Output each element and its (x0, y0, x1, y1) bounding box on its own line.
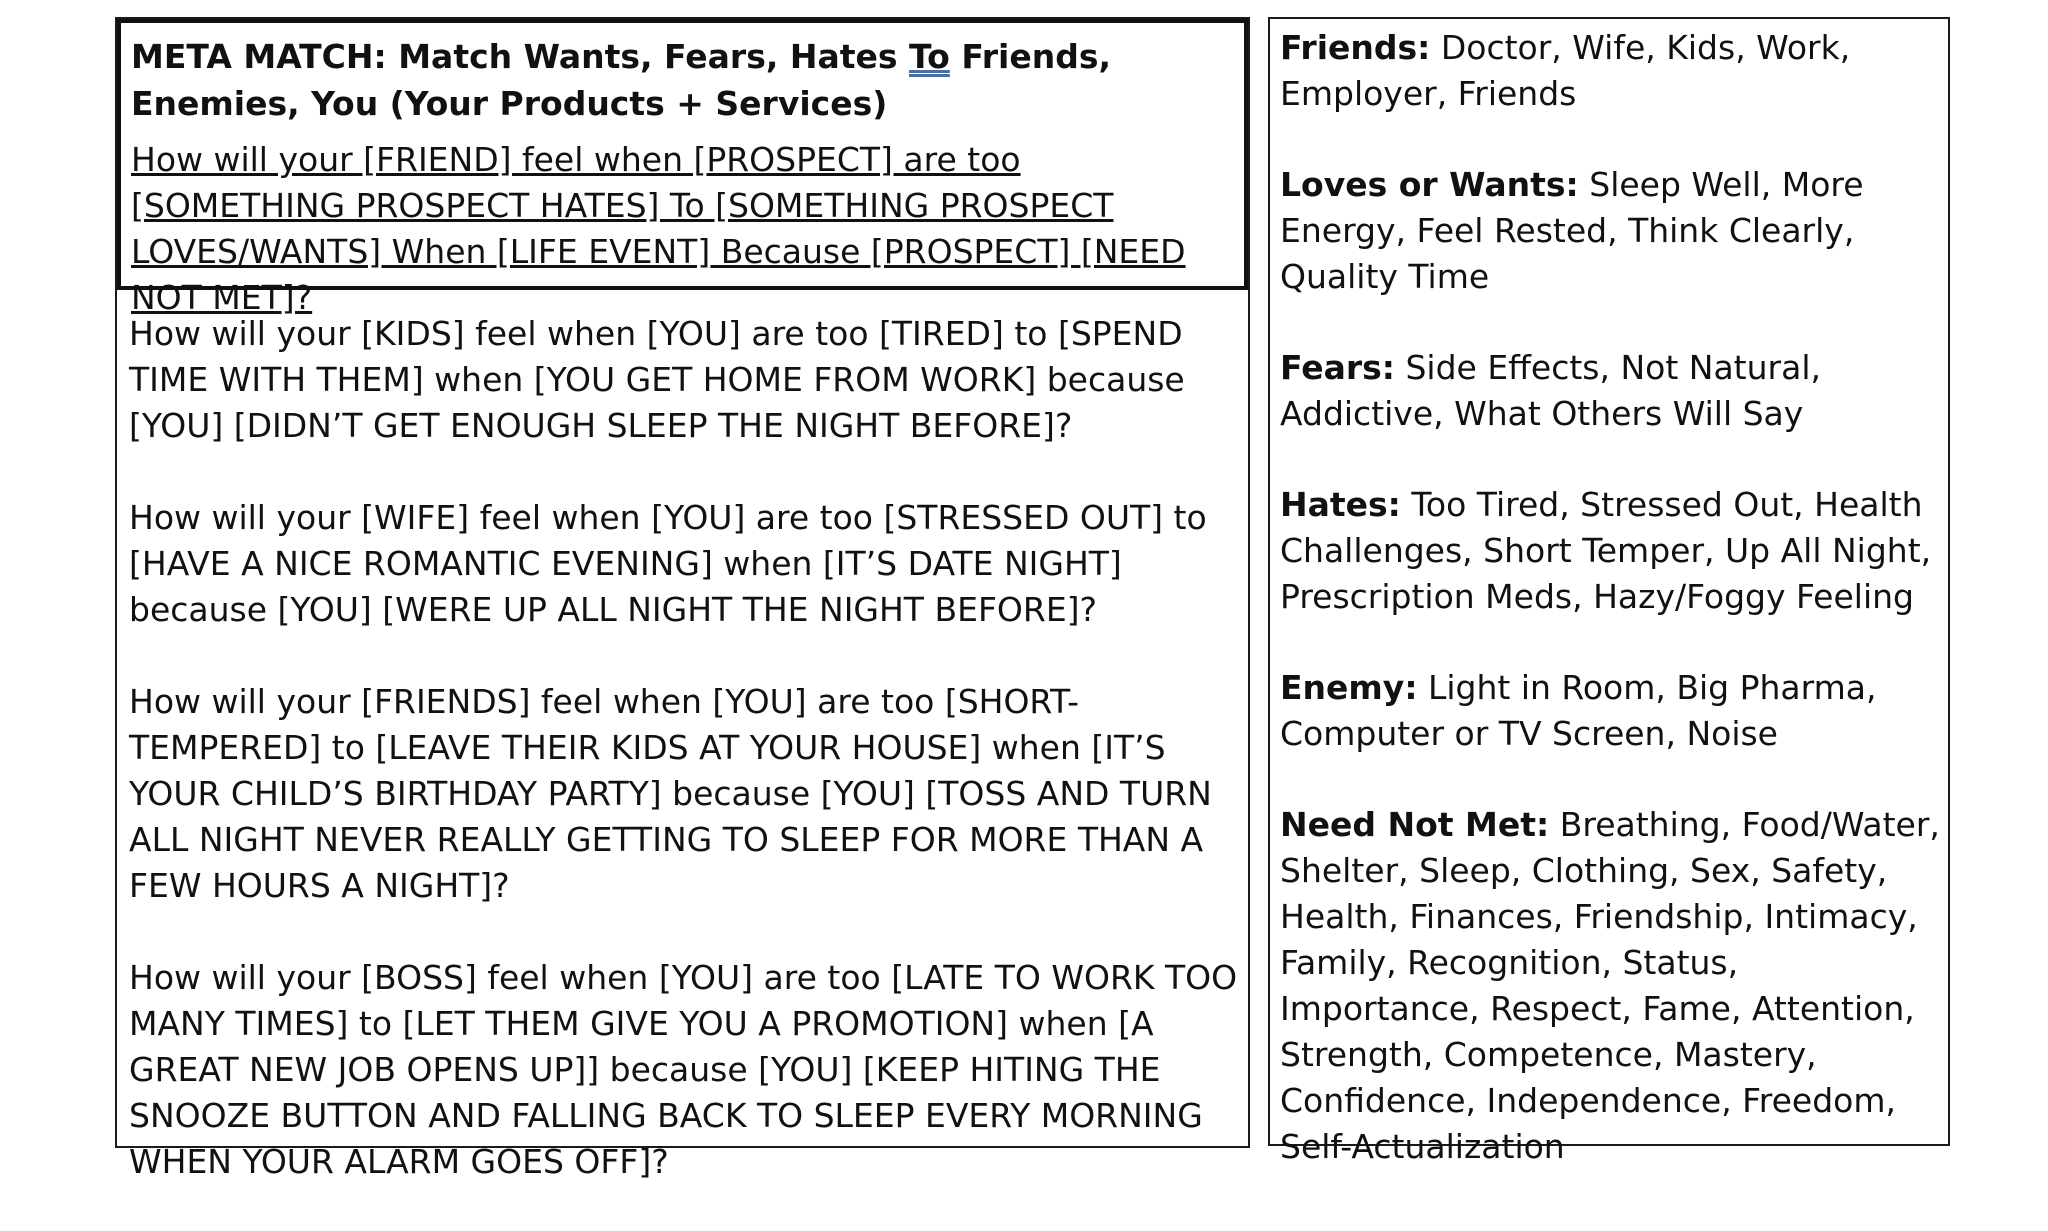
category-loves-wants (1280, 162, 1940, 300)
category-label: Hates: (1280, 485, 1401, 524)
category-label: Loves or Wants: (1280, 165, 1579, 204)
category-label: Enemy: (1280, 668, 1418, 707)
category-need-not-met (1280, 802, 1940, 1170)
category-values: Breathing, Food/Water, Shelter, Sleep, Clothing, Sex, Safety, Health, Finances, Friendship, Intimacy, Family, Recognition, Status, Importance, Respect, Fame, Attention, Strength, Competence, Mastery, Confidence, Independence, Freedom, Self-Actualization (1280, 805, 1940, 1166)
example-kids: How will your [KIDS] feel when [YOU] are too [TIRED] to [SPEND TIME WITH THEM] when [YOU GET HOME FROM WORK] because [YOU] [DIDN’T GET ENOUGH SLEEP THE NIGHT BEFORE]? (129, 314, 1185, 445)
category-friends (1280, 25, 1940, 117)
category-values: Side Effects, Not Natural, Addictive, What Others Will Say (1280, 348, 1821, 433)
title-part-2: Friends, Enemies, You (Your Products + Services) (131, 37, 1112, 123)
category-values: Doctor, Wife, Kids, Work, Employer, Friends (1280, 28, 1851, 113)
example-list (129, 311, 1244, 1231)
title-part-1: META MATCH: Match Wants, Fears, Hates (131, 37, 910, 76)
category-hates (1280, 482, 1940, 620)
category-label: Need Not Met: (1280, 805, 1550, 844)
example-friends: How will your [FRIENDS] feel when [YOU] are too [SHORT-TEMPERED] to [LEAVE THEIR KIDS AT YOUR HOUSE] when [IT’S YOUR CHILD’S BIRTHDAY PARTY] because [YOU] [TOSS AND TURN ALL NIGHT NEVER REALLY GETTING TO SLEEP FOR MORE THAN A FEW HOURS A NIGHT]? (129, 682, 1212, 905)
examples-panel (115, 17, 1250, 1181)
categories-panel (1268, 17, 1950, 1166)
category-values: Sleep Well, More Energy, Feel Rested, Think Clearly, Quality Time (1280, 165, 1864, 296)
formula-template: How will your [FRIEND] feel when [PROSPECT] are too [SOMETHING PROSPECT HATES] To [SOMETHING PROSPECT LOVES/WANTS] When [LIFE EVENT] Because [PROSPECT] [NEED NOT MET]? (131, 140, 1186, 317)
category-values: Light in Room, Big Pharma, Computer or TV Screen, Noise (1280, 668, 1877, 753)
category-fears (1280, 345, 1940, 437)
example-wife: How will your [WIFE] feel when [YOU] are too [STRESSED OUT] to [HAVE A NICE ROMANTIC EVENING] when [IT’S DATE NIGHT] because [YOU] [WERE UP ALL NIGHT THE NIGHT BEFORE]? (129, 498, 1207, 629)
example-boss: How will your [BOSS] feel when [YOU] are too [LATE TO WORK TOO MANY TIMES] to [LET THEM GIVE YOU A PROMOTION] when [A GREAT NEW JOB OPENS UP]] because [YOU] [KEEP HITING THE SNOOZE BUTTON AND FALLING BACK TO SLEEP EVERY MORNING WHEN YOUR ALARM GOES OFF]? (129, 958, 1238, 1181)
category-label: Friends: (1280, 28, 1431, 67)
category-label: Fears: (1280, 348, 1395, 387)
title-to-word: To (909, 37, 950, 76)
category-values: Too Tired, Stressed Out, Health Challenges, Short Temper, Up All Night, Prescription Meds, Hazy/Foggy Feeling (1280, 485, 1932, 616)
page-title (131, 33, 1234, 127)
category-enemy (1280, 665, 1940, 757)
formula-header-box (117, 19, 1248, 317)
